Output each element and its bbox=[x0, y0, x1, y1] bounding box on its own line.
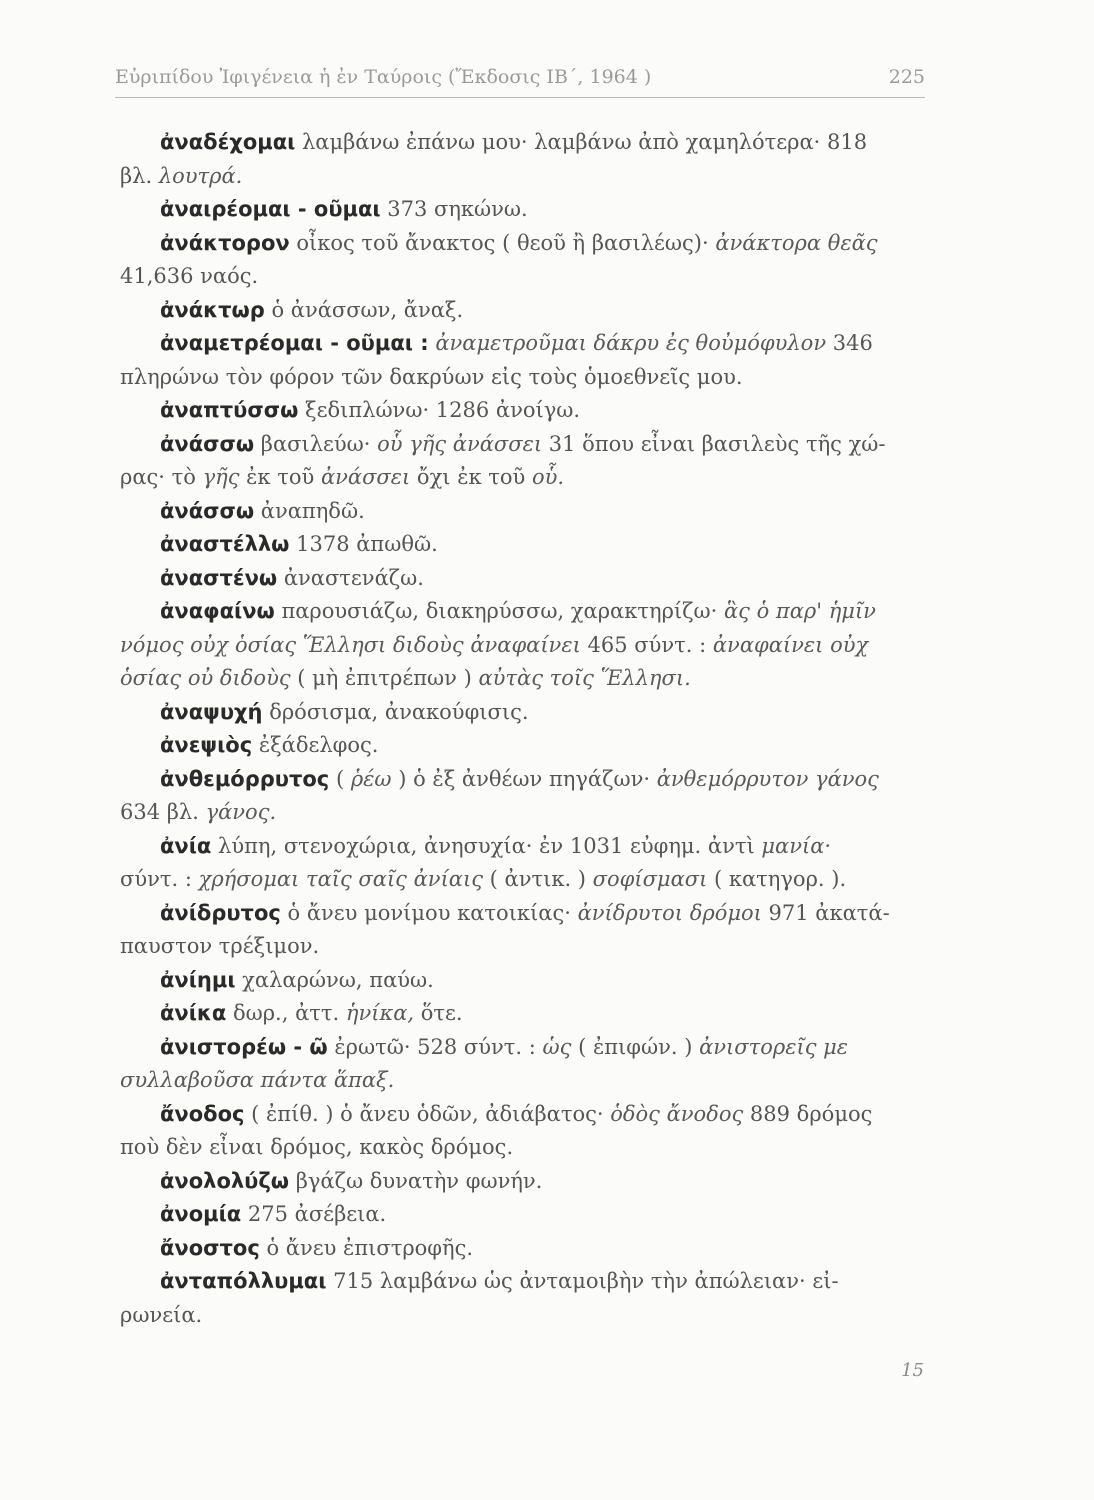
definition-text: ποὺ δὲν εἶναι δρόμος, κακὸς δρόμος. bbox=[120, 1135, 514, 1159]
definition-text: 889 δρόμος bbox=[743, 1101, 873, 1126]
definition-text: βασιλεύω· bbox=[254, 431, 378, 456]
quoted-text: ὁδὸς ἄνοδος bbox=[610, 1101, 744, 1126]
quoted-text: ὡς bbox=[542, 1034, 572, 1059]
entry-line bbox=[160, 1031, 925, 1065]
entry-continuation-line bbox=[120, 160, 925, 194]
definition-text: ) ὁ ἐξ ἀνθέων πηγάζων· bbox=[391, 766, 657, 791]
entry-line bbox=[160, 495, 925, 529]
entry-line bbox=[160, 729, 925, 763]
definition-text: ( κατηγορ. ). bbox=[707, 867, 847, 891]
entry-continuation-line bbox=[120, 1299, 925, 1333]
definition-text: 41,636 ναός. bbox=[120, 264, 259, 288]
definition-text: ( ἐπιφών. ) bbox=[571, 1034, 700, 1059]
definition-text: 346 bbox=[826, 331, 873, 355]
dictionary-entries bbox=[120, 126, 925, 1332]
quoted-text: χρήσομαι ταῖς σαῖς ἀνίαις bbox=[198, 867, 483, 891]
definition-text: 715 λαμβάνω ὡς ἀνταμοιβὴν τὴν ἀπώλειαν· εἰ- bbox=[326, 1269, 839, 1293]
entry-line bbox=[160, 1198, 925, 1232]
page-number: 225 bbox=[888, 66, 925, 88]
definition-text: ὄχι ἐκ τοῦ bbox=[410, 465, 532, 489]
entry-continuation-line bbox=[120, 1064, 925, 1098]
entry-headword: ἀναστένω bbox=[160, 565, 278, 590]
entry-headword: ἀναστέλλω bbox=[160, 532, 290, 556]
definition-text: ἐρωτῶ· 528 σύντ. : bbox=[327, 1034, 543, 1059]
entry-continuation-line bbox=[120, 461, 925, 495]
quoted-text: ἀνάσσει bbox=[320, 465, 411, 489]
entry-headword: ἀναιρέομαι - οῦμαι bbox=[160, 197, 381, 221]
definition-text: λαμβάνω ἐπάνω μου· λαμβάνω ἀπὸ χαμηλότερα· 818 bbox=[295, 130, 868, 154]
quoted-text: ἀναφαίνει οὐχ bbox=[712, 632, 869, 657]
entry-headword: ἀναδέχομαι bbox=[160, 130, 296, 154]
entry-continuation-line bbox=[120, 361, 925, 395]
signature-mark: 15 bbox=[901, 1360, 924, 1381]
quoted-text: νόμος οὐχ ὁσίας Ἕλλησι διδοὺς ἀναφαίνει bbox=[120, 632, 581, 657]
quoted-text: γάνος. bbox=[205, 800, 277, 824]
entry-line bbox=[160, 193, 925, 227]
entry-line bbox=[160, 327, 925, 361]
definition-text: παυστον τρέξιμον. bbox=[120, 934, 320, 958]
entry-headword: ἀναπτύσσω bbox=[160, 398, 299, 422]
entry-line bbox=[160, 964, 925, 998]
definition-text: ἀναστενάζω. bbox=[277, 565, 424, 590]
definition-text: 1378 ἀπωθῶ. bbox=[289, 532, 438, 556]
definition-text: ρωνεία. bbox=[120, 1302, 203, 1327]
entry-headword: ἄνοδος bbox=[160, 1101, 245, 1126]
entry-line bbox=[160, 830, 925, 864]
definition-text: 31 ὅπου εἶναι βασιλεὺς τῆς χώ- bbox=[542, 431, 886, 456]
entry-continuation-line bbox=[120, 662, 925, 696]
quoted-text: ἀνθεμόρρυτον γάνος bbox=[656, 766, 879, 791]
entry-line bbox=[160, 897, 925, 931]
entry-line bbox=[160, 227, 925, 261]
definition-text: χαλαρώνω, παύω. bbox=[235, 967, 434, 992]
definition-text: ( ἐπίθ. ) ὁ ἄνευ ὁδῶν, ἀδιάβατος· bbox=[244, 1101, 611, 1126]
definition-text: οἶκος τοῦ ἄνακτος ( θεοῦ ἢ βασιλέως)· bbox=[289, 230, 716, 255]
definition-text: παρουσιάζω, διακηρύσσω, χαρακτηρίζω· bbox=[274, 599, 724, 623]
entry-headword: ἀνάσσω bbox=[160, 498, 255, 523]
definition-text: ἐκ τοῦ bbox=[239, 465, 321, 489]
entry-headword: ἀνάκτωρ bbox=[160, 297, 265, 322]
entry-headword: ἀναψυχή bbox=[160, 699, 263, 724]
entry-headword: ἀνιστορέω - ῶ bbox=[160, 1034, 328, 1059]
entry-headword: ἄνοστος bbox=[160, 1235, 260, 1260]
quoted-text: οὗ γῆς ἀνάσσει bbox=[377, 431, 543, 456]
quoted-text: οὗ. bbox=[531, 465, 565, 489]
entry-line bbox=[160, 294, 925, 328]
quoted-text: ἀνίδρυτοι δρόμοι bbox=[577, 900, 762, 925]
entry-headword: ἀνομία bbox=[160, 1202, 242, 1226]
entry-line bbox=[160, 997, 925, 1031]
definition-text: 275 ἀσέβεια. bbox=[241, 1202, 387, 1226]
entry-headword: ἀνολολύζω bbox=[160, 1168, 290, 1193]
quoted-text: ῥέω bbox=[350, 766, 392, 791]
definition-text: 634 βλ. bbox=[120, 800, 206, 824]
entry-continuation-line bbox=[120, 796, 925, 830]
definition-text: σύντ. : bbox=[120, 867, 199, 891]
quoted-text: γῆς bbox=[202, 465, 240, 489]
definition-text: ρας· τὸ bbox=[120, 465, 203, 489]
entry-continuation-line bbox=[120, 260, 925, 294]
header-rule bbox=[115, 97, 925, 98]
entry-headword: ἀνάσσω bbox=[160, 431, 255, 456]
entry-line bbox=[160, 1098, 925, 1132]
entry-line bbox=[160, 696, 925, 730]
definition-text: λύπη, στενοχώρια, ἀνησυχία· ἐν 1031 εὐφημ. ἀντὶ bbox=[211, 833, 762, 858]
definition-text: πληρώνω τὸν φόρον τῶν δακρύων εἰς τοὺς ὁμοεθνεῖς μου. bbox=[120, 364, 743, 389]
entry-line bbox=[160, 394, 925, 428]
definition-text: ἀναπηδῶ. bbox=[254, 498, 365, 523]
entry-headword: ἀνθεμόρρυτος bbox=[160, 766, 330, 791]
definition-text: 373 σηκώνω. bbox=[380, 197, 528, 221]
definition-text: ὁ ἄνευ ἐπιστροφῆς. bbox=[259, 1235, 474, 1260]
definition-text: βγάζω δυνατὴν φωνήν. bbox=[289, 1168, 543, 1193]
entry-headword: ἀνία bbox=[160, 833, 212, 858]
definition-text: δωρ., ἀττ. bbox=[226, 1001, 346, 1025]
entry-line bbox=[160, 595, 925, 629]
entry-headword: ἀναμετρέομαι - οῦμαι : bbox=[160, 331, 429, 355]
quoted-text: αὐτὰς τοῖς Ἕλλησι. bbox=[478, 666, 691, 690]
entry-line bbox=[160, 126, 925, 160]
entry-headword: ἀνίκα bbox=[160, 1001, 227, 1025]
definition-text: ( ἀντικ. ) bbox=[482, 867, 593, 891]
quoted-text: ἀναμετροῦμαι δάκρυ ἐς θοὐμόφυλον bbox=[428, 331, 827, 355]
entry-headword: ἀνταπόλλυμαι bbox=[160, 1269, 327, 1293]
definition-text: ὁ ἄνευ μονίμου κατοικίας· bbox=[280, 900, 578, 925]
entry-continuation-line bbox=[120, 863, 925, 897]
entry-headword: ἀνίημι bbox=[160, 967, 236, 992]
entry-continuation-line bbox=[120, 930, 925, 964]
quoted-text: ἡνίκα, bbox=[345, 1001, 415, 1025]
entry-continuation-line bbox=[120, 1131, 925, 1165]
quoted-text: συλλαβοῦσα πάντα ἅπαξ. bbox=[120, 1068, 395, 1092]
entry-line bbox=[160, 562, 925, 596]
entry-line bbox=[160, 763, 925, 797]
entry-line bbox=[160, 1165, 925, 1199]
entry-headword: ἀναφαίνω bbox=[160, 599, 275, 623]
definition-text: ξεδιπλώνω· 1286 ἀνοίγω. bbox=[298, 398, 581, 422]
quoted-text: ἀνιστορεῖς με bbox=[699, 1034, 849, 1059]
quoted-text: μανία· bbox=[761, 833, 832, 858]
entry-line bbox=[160, 528, 925, 562]
quoted-text: ἀνάκτορα θεᾶς bbox=[715, 230, 878, 255]
quoted-text: ὁσίας οὐ διδοὺς bbox=[120, 666, 291, 690]
entry-headword: ἀνίδρυτος bbox=[160, 900, 281, 925]
definition-text: δρόσισμα, ἀνακούφισις. bbox=[262, 699, 529, 724]
entry-headword: ἀνάκτορον bbox=[160, 230, 290, 255]
entry-line bbox=[160, 1232, 925, 1266]
quoted-text: ἃς ὁ παρ' ἡμῖν bbox=[724, 599, 876, 623]
entry-line bbox=[160, 428, 925, 462]
entry-line bbox=[160, 1265, 925, 1299]
definition-text: ( bbox=[329, 766, 351, 791]
entry-continuation-line bbox=[120, 629, 925, 663]
quoted-text: σοφίσμασι bbox=[592, 867, 708, 891]
running-title: Εὐριπίδου Ἰφιγένεια ἡ ἐν Ταύροις (Ἔκδοσις ΙΒ΄, 1964 ) bbox=[115, 66, 652, 88]
definition-text: βλ. bbox=[120, 163, 159, 188]
definition-text: 465 σύντ. : bbox=[580, 632, 713, 657]
definition-text: 971 ἀκατά- bbox=[761, 900, 890, 925]
entry-headword: ἀνεψιὸς bbox=[160, 733, 253, 757]
definition-text: ὅτε. bbox=[414, 1001, 463, 1025]
quoted-text: λουτρά. bbox=[158, 163, 243, 188]
definition-text: ἐξάδελφος. bbox=[252, 733, 379, 757]
definition-text: ὁ ἀνάσσων, ἄναξ. bbox=[264, 297, 464, 322]
definition-text: ( μὴ ἐπιτρέπων ) bbox=[290, 666, 479, 690]
